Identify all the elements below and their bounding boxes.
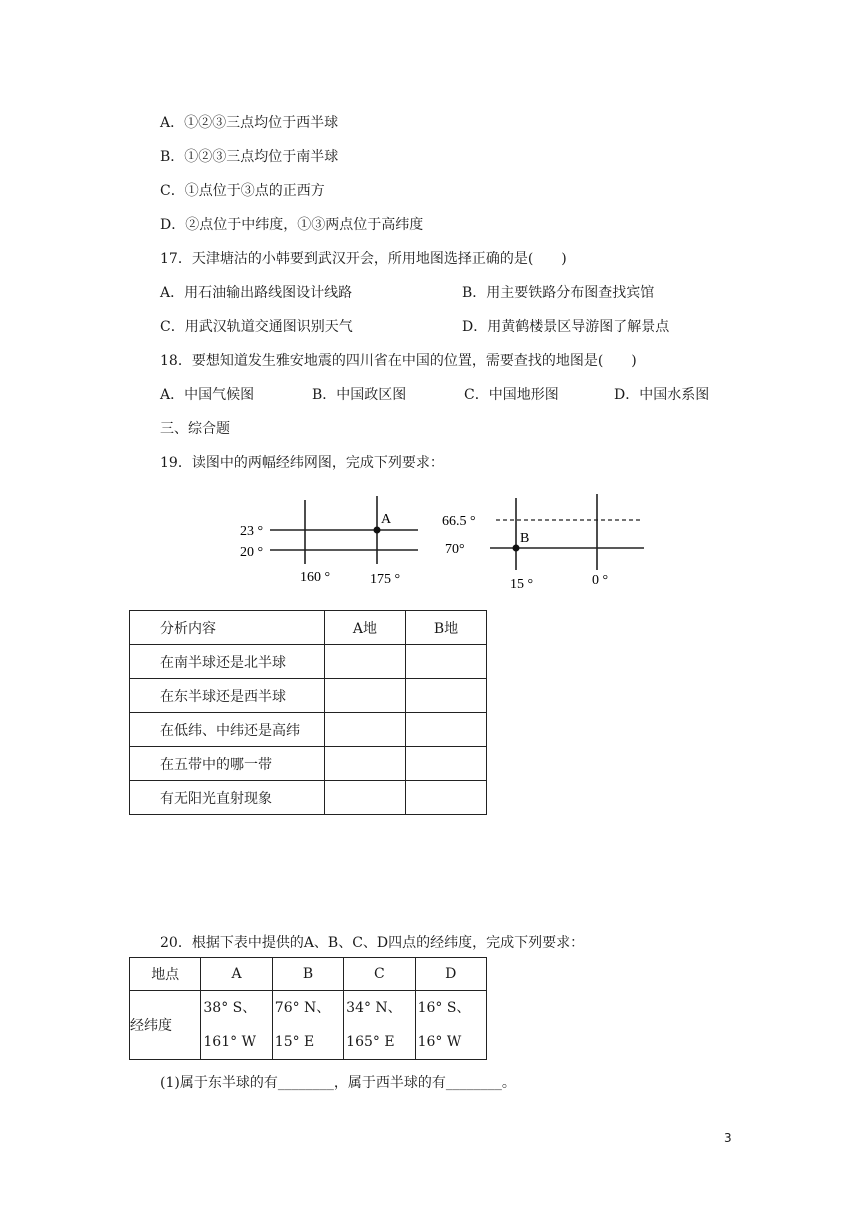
answer-cell-b[interactable] bbox=[405, 645, 486, 679]
q18-option-b: B．中国政区图 bbox=[312, 387, 407, 403]
header-point-c: C bbox=[344, 958, 415, 991]
header-b: B地 bbox=[405, 611, 486, 645]
q17-stem: 17．天津塘沽的小韩要到武汉开会，所用地图选择正确的是( ) bbox=[160, 251, 567, 267]
q16-option-b: B．①②③三点均位于南半球 bbox=[160, 149, 339, 165]
header-point-d: D bbox=[415, 958, 486, 991]
lat-label-70: 70° bbox=[445, 542, 465, 557]
q17-option-d: D．用黄鹤楼景区导游图了解景点 bbox=[462, 319, 670, 335]
answer-cell-a[interactable] bbox=[324, 781, 405, 815]
answer-cell-a[interactable] bbox=[324, 645, 405, 679]
table-row bbox=[130, 781, 487, 815]
header-point-a: A bbox=[201, 958, 272, 991]
q17-option-b: B．用主要铁路分布图查找宾馆 bbox=[462, 285, 655, 301]
q17-option-c: C．用武汉轨道交通图识别天气 bbox=[160, 319, 353, 335]
row-label: 在东半球还是西半球 bbox=[130, 679, 325, 713]
q18-option-a: A．中国气候图 bbox=[160, 387, 255, 403]
coord-d-lat: 16° S、 bbox=[417, 1000, 471, 1016]
lon-label-15: 15 ° bbox=[510, 577, 534, 592]
q18-option-c: C．中国地形图 bbox=[464, 387, 559, 403]
answer-cell-b[interactable] bbox=[405, 679, 486, 713]
coord-b-lat: 76° N、 bbox=[274, 1000, 331, 1016]
coord-c-lon: 165° E bbox=[346, 1034, 395, 1050]
lon-label-175: 175 ° bbox=[370, 572, 401, 587]
table-header-row bbox=[130, 611, 487, 645]
point-a-marker bbox=[374, 527, 381, 534]
coord-cell-c bbox=[344, 991, 415, 1060]
q20-subquestion-1: (1)属于东半球的有________，属于西半球的有________。 bbox=[160, 1075, 516, 1091]
row-label: 有无阳光直射现象 bbox=[130, 781, 325, 815]
coord-c-lat: 34° N、 bbox=[346, 1000, 402, 1016]
graticule-right bbox=[442, 494, 644, 592]
point-b-marker bbox=[513, 545, 520, 552]
coord-a-lon: 161° W bbox=[203, 1034, 256, 1050]
q19-analysis-table bbox=[129, 610, 487, 815]
answer-cell-b[interactable] bbox=[405, 747, 486, 781]
table-row bbox=[130, 679, 487, 713]
row-label: 在低纬、中纬还是高纬 bbox=[130, 713, 325, 747]
coord-d-lon: 16° W bbox=[417, 1034, 462, 1050]
point-a-label: A bbox=[381, 512, 392, 527]
table-row bbox=[130, 713, 487, 747]
answer-cell-a[interactable] bbox=[324, 747, 405, 781]
point-b-label: B bbox=[520, 531, 530, 546]
page-number: 3 bbox=[724, 1131, 732, 1145]
answer-cell-b[interactable] bbox=[405, 781, 486, 815]
table-header-row bbox=[130, 958, 487, 991]
table-row bbox=[130, 747, 487, 781]
graticule-figure bbox=[230, 490, 660, 600]
header-a: A地 bbox=[324, 611, 405, 645]
lon-label-160: 160 ° bbox=[300, 570, 331, 585]
table-row bbox=[130, 645, 487, 679]
coord-a-lat: 38° S、 bbox=[203, 1000, 257, 1016]
q18-option-d: D．中国水系图 bbox=[614, 387, 710, 403]
row-label: 在南半球还是北半球 bbox=[130, 645, 325, 679]
q16-option-d: D．②点位于中纬度，①③两点位于高纬度 bbox=[160, 217, 424, 233]
q20-coordinates-table bbox=[129, 957, 487, 1060]
q17-option-a: A．用石油输出路线图设计线路 bbox=[160, 285, 353, 301]
lat-label-23: 23 ° bbox=[240, 524, 264, 539]
header-analysis: 分析内容 bbox=[130, 611, 325, 645]
q16-option-a: A．①②③三点均位于西半球 bbox=[160, 115, 339, 131]
answer-cell-b[interactable] bbox=[405, 713, 486, 747]
section-heading: 三、综合题 bbox=[160, 421, 230, 437]
q19-stem: 19．读图中的两幅经纬网图，完成下列要求： bbox=[160, 455, 444, 471]
header-point-b: B bbox=[272, 958, 343, 991]
graticule-left bbox=[240, 496, 418, 587]
table-row bbox=[130, 991, 487, 1060]
header-location: 地点 bbox=[130, 958, 201, 991]
coord-cell-b bbox=[272, 991, 343, 1060]
lat-label-66-5: 66.5 ° bbox=[442, 514, 476, 529]
row-label: 在五带中的哪一带 bbox=[130, 747, 325, 781]
coord-cell-a bbox=[201, 991, 272, 1060]
answer-cell-a[interactable] bbox=[324, 679, 405, 713]
lon-label-0: 0 ° bbox=[592, 573, 609, 588]
row-label-coordinates: 经纬度 bbox=[130, 991, 201, 1060]
answer-cell-a[interactable] bbox=[324, 713, 405, 747]
coord-cell-d bbox=[415, 991, 486, 1060]
coord-b-lon: 15° E bbox=[274, 1034, 315, 1050]
lat-label-20: 20 ° bbox=[240, 545, 264, 560]
q18-stem: 18．要想知道发生雅安地震的四川省在中国的位置，需要查找的地图是( ) bbox=[160, 353, 637, 369]
q16-option-c: C．①点位于③点的正西方 bbox=[160, 183, 325, 199]
q20-stem: 20．根据下表中提供的A、B、C、D四点的经纬度，完成下列要求： bbox=[160, 935, 585, 951]
